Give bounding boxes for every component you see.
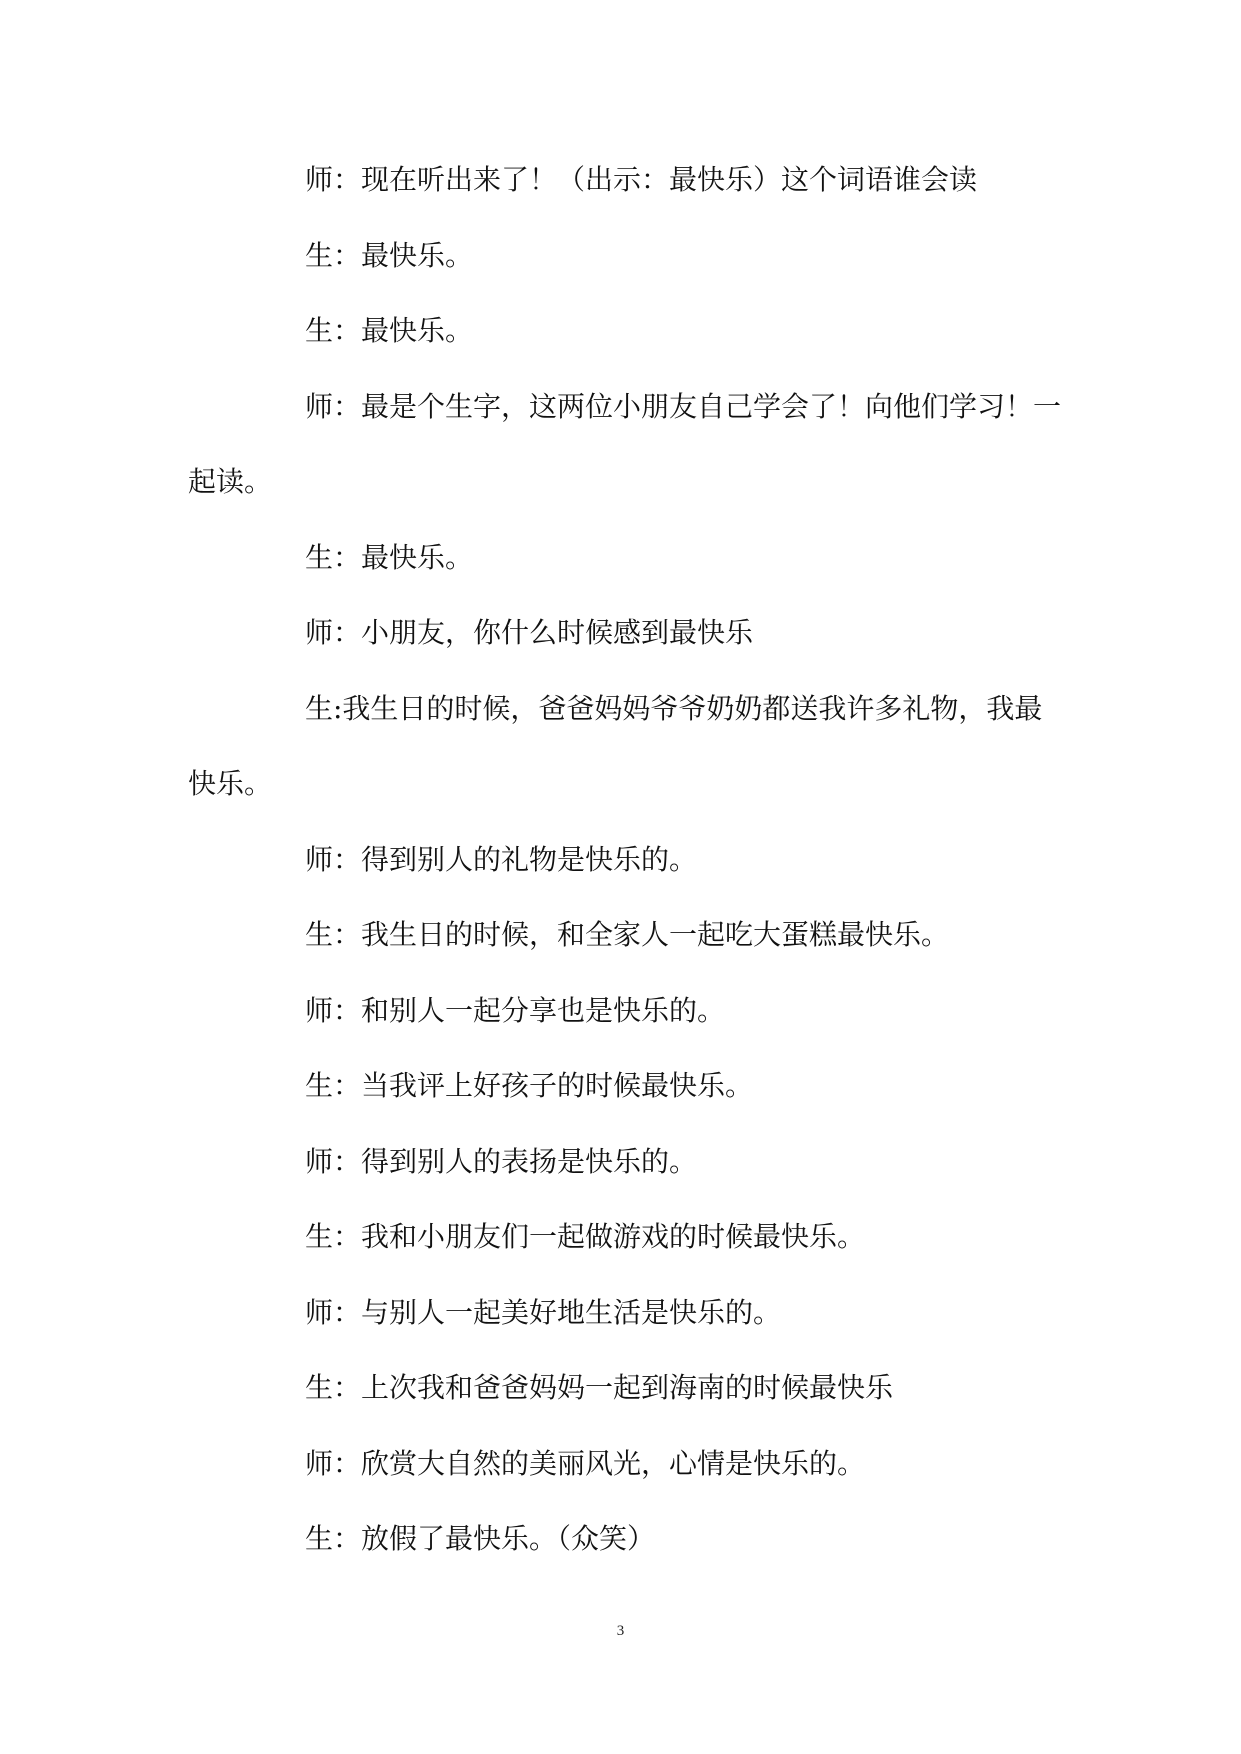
dialogue-line: 师：最是个生字，这两位小朋友自己学会了！向他们学习！一起读。 (188, 389, 1062, 498)
dialogue-line: 生：最快乐。 (305, 314, 474, 347)
dialogue-line: 师：与别人一起美好地生活是快乐的。 (305, 1295, 782, 1329)
dialogue-line: 生:我生日的时候，爸爸妈妈爷爷奶奶都送我许多礼物，我最快乐。 (188, 691, 1043, 800)
dialogue-line: 师：欣赏大自然的美丽风光，心情是快乐的。 (305, 1446, 866, 1480)
dialogue-line: 师：现在听出来了！（出示：最快乐）这个词语谁会读 (305, 163, 978, 196)
dialogue-body (188, 142, 1068, 1577)
dialogue-line: 生：上次我和爸爸妈妈一起到海南的时候最快乐 (305, 1371, 894, 1404)
dialogue-line: 师：和别人一起分享也是快乐的。 (305, 993, 726, 1027)
page-number: 3 (616, 1623, 625, 1639)
dialogue-line: 生：我和小朋友们一起做游戏的时候最快乐。 (305, 1220, 866, 1253)
dialogue-line: 生：我生日的时候，和全家人一起吃大蛋糕最快乐。 (305, 918, 950, 951)
dialogue-line: 师：得到别人的礼物是快乐的。 (305, 842, 698, 876)
dialogue-line: 生：最快乐。 (305, 238, 474, 272)
dialogue-line: 师：小朋友，你什么时候感到最快乐 (305, 616, 754, 649)
dialogue-line: 生：当我评上好孩子的时候最快乐。 (305, 1069, 754, 1102)
dialogue-line: 师：得到别人的表扬是快乐的。 (305, 1144, 698, 1178)
dialogue-line: 生：最快乐。 (305, 540, 474, 574)
dialogue-line: 生：放假了最快乐。（众笑） (305, 1522, 656, 1555)
